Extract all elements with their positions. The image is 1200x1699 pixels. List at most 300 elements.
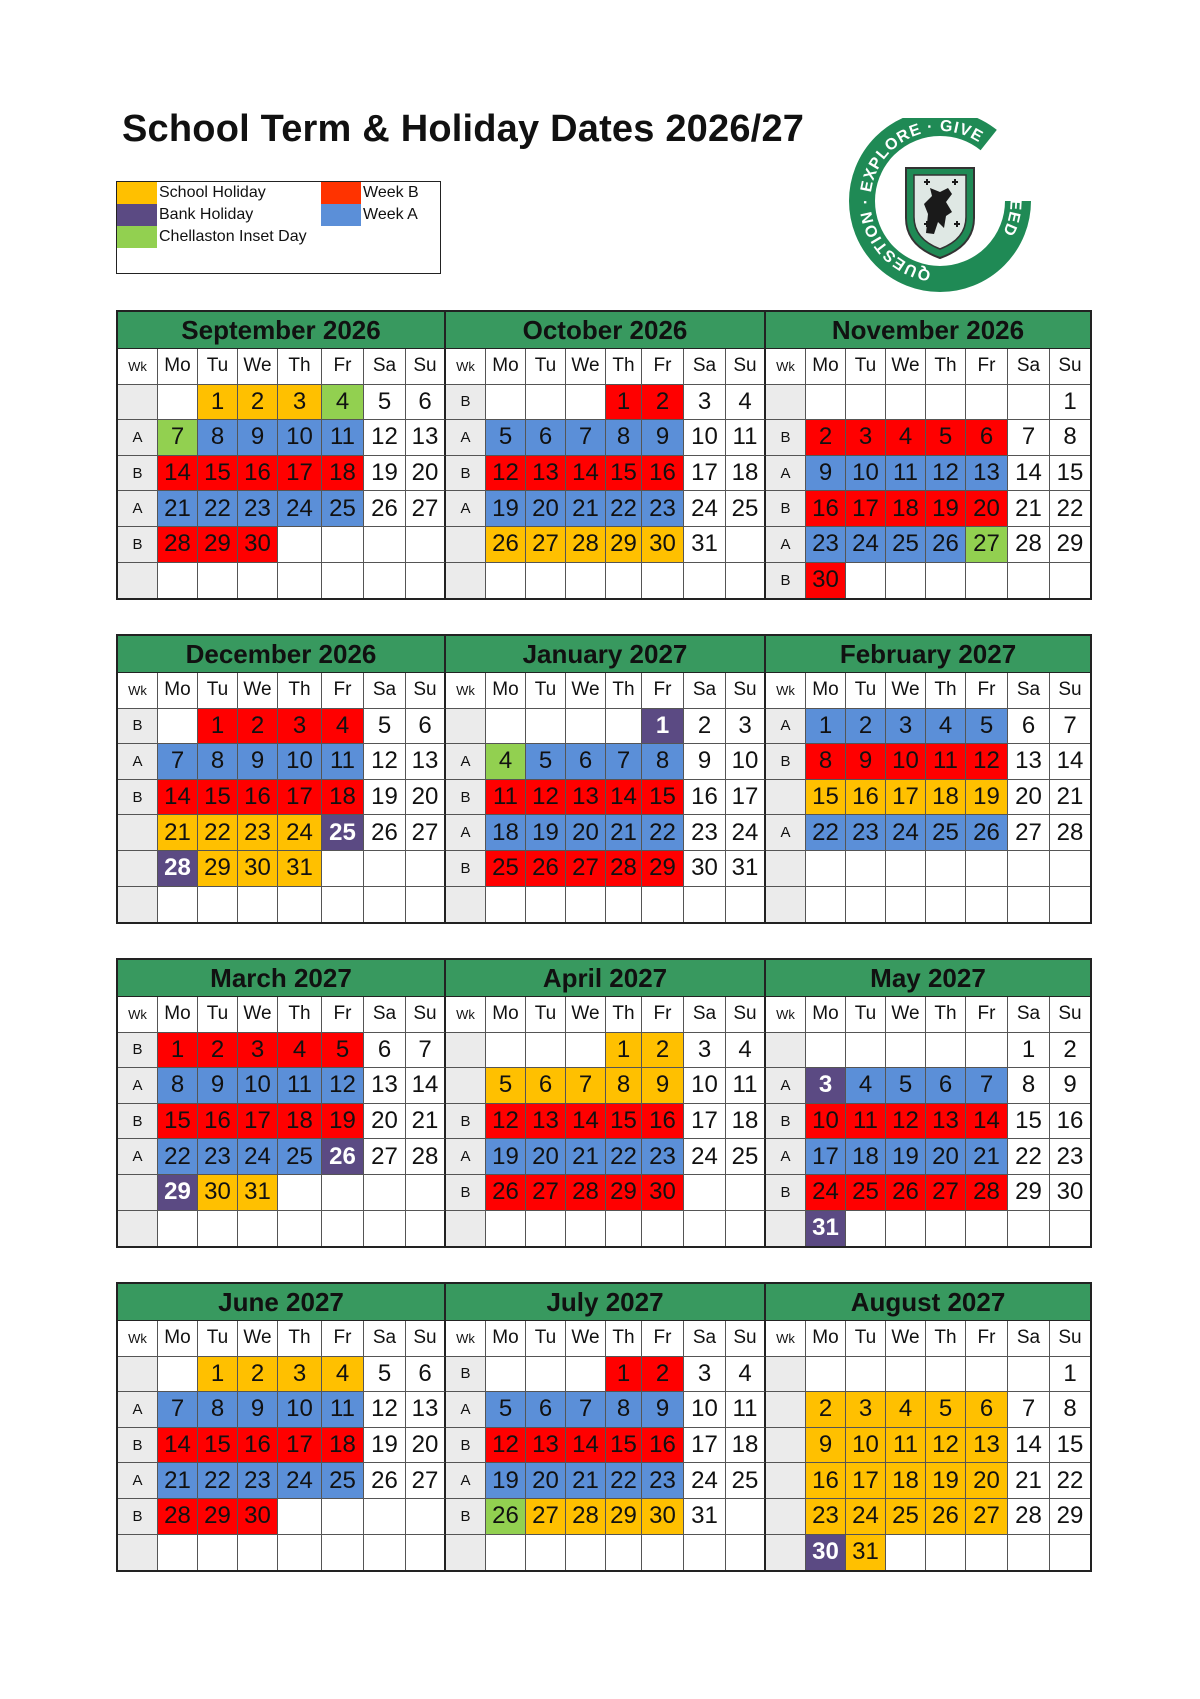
- day-header: Fr: [966, 673, 1008, 709]
- day-cell: 26: [322, 1139, 364, 1175]
- empty-cell: [406, 851, 446, 887]
- day-cell: 3: [846, 1392, 886, 1428]
- day-cell: 9: [806, 456, 846, 492]
- empty-cell: [406, 1175, 446, 1211]
- week-label: [118, 1357, 158, 1393]
- day-cell: 8: [606, 1392, 642, 1428]
- day-cell: 26: [486, 1499, 526, 1535]
- day-cell: 8: [198, 420, 238, 456]
- empty-cell: [364, 1499, 406, 1535]
- empty-cell: [846, 1033, 886, 1069]
- day-cell: 27: [1008, 815, 1050, 851]
- day-cell: 4: [486, 744, 526, 780]
- day-cell: 13: [406, 1392, 446, 1428]
- day-cell: 31: [278, 851, 322, 887]
- day-cell: 28: [1050, 815, 1090, 851]
- day-header: Fr: [322, 673, 364, 709]
- day-cell: 18: [726, 1428, 766, 1464]
- month-header-row: [118, 1284, 1090, 1321]
- week-col-header: Wk: [766, 997, 806, 1033]
- day-cell: 29: [642, 851, 684, 887]
- day-cell: 22: [1050, 1463, 1090, 1499]
- day-cell: 6: [526, 420, 566, 456]
- day-header: Su: [726, 349, 766, 385]
- week-label: [766, 1428, 806, 1464]
- day-cell: 19: [322, 1104, 364, 1140]
- empty-cell: [526, 1211, 566, 1247]
- day-cell: 23: [642, 1139, 684, 1175]
- day-header: Su: [406, 1321, 446, 1357]
- day-cell: 17: [886, 780, 926, 816]
- day-cell: 1: [606, 385, 642, 421]
- day-cell: 20: [526, 1139, 566, 1175]
- day-cell: 15: [606, 1428, 642, 1464]
- day-cell: 18: [322, 780, 364, 816]
- empty-cell: [238, 1535, 278, 1571]
- day-header: Th: [926, 997, 966, 1033]
- month-header-row: [118, 636, 1090, 673]
- week-label: B: [446, 1104, 486, 1140]
- day-header: Sa: [364, 349, 406, 385]
- empty-cell: [726, 887, 766, 923]
- week-label: B: [118, 456, 158, 492]
- day-header: Tu: [526, 997, 566, 1033]
- day-header: Th: [278, 673, 322, 709]
- day-cell: 7: [606, 744, 642, 780]
- day-cell: 1: [642, 709, 684, 745]
- day-cell: 10: [684, 1068, 726, 1104]
- day-cell: 3: [278, 385, 322, 421]
- week-label: B: [766, 491, 806, 527]
- empty-cell: [406, 1535, 446, 1571]
- day-cell: 27: [406, 491, 446, 527]
- week-col-header: Wk: [446, 673, 486, 709]
- week-col-header: Wk: [118, 1321, 158, 1357]
- empty-cell: [846, 1211, 886, 1247]
- day-cell: 29: [606, 527, 642, 563]
- day-header: Mo: [806, 673, 846, 709]
- week-label: [118, 385, 158, 421]
- week-label: B: [118, 780, 158, 816]
- empty-cell: [1008, 887, 1050, 923]
- day-cell: 9: [238, 420, 278, 456]
- day-cell: 19: [486, 491, 526, 527]
- day-cell: 5: [486, 420, 526, 456]
- day-cell: 16: [198, 1104, 238, 1140]
- day-cell: 28: [566, 1499, 606, 1535]
- empty-cell: [642, 1211, 684, 1247]
- week-label: A: [118, 491, 158, 527]
- day-cell: 6: [526, 1068, 566, 1104]
- empty-cell: [526, 385, 566, 421]
- day-cell: 7: [1008, 420, 1050, 456]
- empty-cell: [846, 563, 886, 599]
- empty-cell: [886, 385, 926, 421]
- empty-cell: [926, 1211, 966, 1247]
- day-cell: 8: [198, 1392, 238, 1428]
- day-header: Sa: [364, 1321, 406, 1357]
- day-cell: 6: [406, 709, 446, 745]
- empty-cell: [726, 1499, 766, 1535]
- empty-cell: [526, 709, 566, 745]
- empty-cell: [886, 1535, 926, 1571]
- day-cell: 10: [278, 420, 322, 456]
- empty-cell: [886, 1357, 926, 1393]
- empty-cell: [684, 1535, 726, 1571]
- week-label: B: [766, 1175, 806, 1211]
- empty-cell: [966, 851, 1008, 887]
- empty-cell: [606, 887, 642, 923]
- day-cell: 17: [684, 1104, 726, 1140]
- day-cell: 5: [966, 709, 1008, 745]
- empty-cell: [486, 1357, 526, 1393]
- day-cell: 27: [966, 527, 1008, 563]
- day-cell: 10: [684, 1392, 726, 1428]
- day-cell: 16: [846, 780, 886, 816]
- empty-cell: [158, 563, 198, 599]
- day-cell: 8: [606, 1068, 642, 1104]
- logo-motto: QUESTION · EXPLORE · GIVE · SUCCEED: [857, 118, 1024, 284]
- day-cell: 26: [926, 527, 966, 563]
- week-label: [118, 887, 158, 923]
- day-header: Fr: [642, 997, 684, 1033]
- day-cell: 17: [726, 780, 766, 816]
- week-label: A: [446, 491, 486, 527]
- day-cell: 20: [406, 1428, 446, 1464]
- week-a-swatch: [321, 204, 361, 226]
- day-cell: 21: [406, 1104, 446, 1140]
- day-header: Tu: [846, 1321, 886, 1357]
- week-col-header: Wk: [118, 349, 158, 385]
- week-label: A: [118, 1139, 158, 1175]
- day-cell: 16: [238, 456, 278, 492]
- day-cell: 8: [158, 1068, 198, 1104]
- empty-cell: [926, 385, 966, 421]
- day-cell: 25: [886, 527, 926, 563]
- week-label: B: [446, 385, 486, 421]
- day-header: Tu: [526, 673, 566, 709]
- empty-cell: [1008, 1535, 1050, 1571]
- day-header: Sa: [364, 673, 406, 709]
- calendar-row-3: [116, 958, 1092, 1248]
- day-header: Su: [406, 997, 446, 1033]
- empty-cell: [486, 563, 526, 599]
- day-cell: 14: [1050, 744, 1090, 780]
- day-cell: 21: [606, 815, 642, 851]
- day-cell: 18: [726, 456, 766, 492]
- day-cell: 9: [238, 1392, 278, 1428]
- day-cell: 25: [926, 815, 966, 851]
- day-cell: 9: [642, 420, 684, 456]
- day-cell: 17: [806, 1139, 846, 1175]
- day-cell: 4: [322, 1357, 364, 1393]
- calendar-row-1: [116, 310, 1092, 600]
- legend-label: Chellaston Inset Day: [159, 228, 307, 245]
- day-cell: 24: [278, 491, 322, 527]
- empty-cell: [158, 1357, 198, 1393]
- legend-item-inset-day: [117, 226, 307, 248]
- empty-cell: [322, 1211, 364, 1247]
- empty-cell: [966, 1211, 1008, 1247]
- day-cell: 11: [926, 744, 966, 780]
- month-title: May 2027: [870, 962, 986, 993]
- empty-cell: [806, 385, 846, 421]
- day-cell: 8: [198, 744, 238, 780]
- week-label: B: [446, 1175, 486, 1211]
- day-header: Su: [726, 673, 766, 709]
- day-cell: 11: [726, 1392, 766, 1428]
- day-cell: 15: [1050, 456, 1090, 492]
- day-cell: 7: [1008, 1392, 1050, 1428]
- day-cell: 17: [238, 1104, 278, 1140]
- day-cell: 10: [846, 1428, 886, 1464]
- day-cell: 25: [726, 491, 766, 527]
- empty-cell: [364, 1535, 406, 1571]
- day-cell: 10: [726, 744, 766, 780]
- day-cell: 10: [278, 1392, 322, 1428]
- week-label: A: [446, 420, 486, 456]
- day-cell: 3: [846, 420, 886, 456]
- week-label: B: [766, 420, 806, 456]
- empty-cell: [886, 851, 926, 887]
- day-cell: 18: [846, 1139, 886, 1175]
- day-cell: 24: [278, 1463, 322, 1499]
- day-header: Fr: [642, 673, 684, 709]
- day-header: We: [886, 997, 926, 1033]
- week-label: A: [766, 815, 806, 851]
- day-cell: 24: [238, 1139, 278, 1175]
- week-label: [118, 1535, 158, 1571]
- day-cell: 5: [486, 1392, 526, 1428]
- day-header: Fr: [322, 1321, 364, 1357]
- day-cell: 3: [278, 1357, 322, 1393]
- day-cell: 20: [966, 1463, 1008, 1499]
- week-label: [766, 1211, 806, 1247]
- day-cell: 21: [1008, 1463, 1050, 1499]
- day-cell: 11: [726, 420, 766, 456]
- day-header: Su: [1050, 673, 1090, 709]
- day-cell: 13: [1008, 744, 1050, 780]
- day-cell: 23: [198, 1139, 238, 1175]
- day-cell: 2: [238, 1357, 278, 1393]
- day-cell: 7: [966, 1068, 1008, 1104]
- day-cell: 28: [966, 1175, 1008, 1211]
- day-cell: 16: [642, 1428, 684, 1464]
- day-cell: 7: [158, 744, 198, 780]
- week-label: B: [118, 1033, 158, 1069]
- day-cell: 1: [1008, 1033, 1050, 1069]
- day-cell: 28: [158, 851, 198, 887]
- day-cell: 17: [684, 1428, 726, 1464]
- week-label: [118, 1175, 158, 1211]
- empty-cell: [406, 1499, 446, 1535]
- day-cell: 31: [806, 1211, 846, 1247]
- week-label: B: [118, 1499, 158, 1535]
- day-header: Su: [1050, 997, 1090, 1033]
- day-cell: 4: [926, 709, 966, 745]
- day-cell: 30: [238, 1499, 278, 1535]
- day-cell: 16: [238, 1428, 278, 1464]
- day-cell: 19: [926, 1463, 966, 1499]
- day-header: Fr: [642, 1321, 684, 1357]
- day-header: Mo: [158, 1321, 198, 1357]
- day-cell: 24: [684, 491, 726, 527]
- day-cell: 15: [1050, 1428, 1090, 1464]
- day-cell: 7: [158, 420, 198, 456]
- empty-cell: [966, 1033, 1008, 1069]
- week-label: [766, 1357, 806, 1393]
- week-label: B: [118, 527, 158, 563]
- empty-cell: [1050, 1535, 1090, 1571]
- day-cell: 22: [198, 491, 238, 527]
- empty-cell: [886, 1033, 926, 1069]
- day-cell: 3: [684, 1357, 726, 1393]
- day-cell: 15: [158, 1104, 198, 1140]
- day-cell: 22: [1008, 1139, 1050, 1175]
- week-label: [766, 887, 806, 923]
- day-cell: 4: [886, 420, 926, 456]
- day-cell: 13: [966, 456, 1008, 492]
- day-cell: 14: [406, 1068, 446, 1104]
- day-header: Tu: [526, 1321, 566, 1357]
- empty-cell: [158, 1211, 198, 1247]
- day-cell: 9: [806, 1428, 846, 1464]
- day-cell: 27: [966, 1499, 1008, 1535]
- day-cell: 22: [606, 491, 642, 527]
- day-cell: 28: [158, 527, 198, 563]
- day-cell: 6: [1008, 709, 1050, 745]
- week-col-header: Wk: [446, 349, 486, 385]
- week-label: A: [118, 420, 158, 456]
- day-header: Su: [1050, 349, 1090, 385]
- empty-cell: [486, 385, 526, 421]
- day-cell: 9: [642, 1068, 684, 1104]
- day-cell: 14: [158, 456, 198, 492]
- day-cell: 13: [526, 1104, 566, 1140]
- week-label: A: [766, 456, 806, 492]
- empty-cell: [364, 887, 406, 923]
- empty-cell: [1050, 851, 1090, 887]
- week-label: A: [118, 1463, 158, 1499]
- day-cell: 2: [642, 1357, 684, 1393]
- day-header: Mo: [486, 349, 526, 385]
- day-cell: 9: [198, 1068, 238, 1104]
- day-cell: 28: [566, 527, 606, 563]
- empty-cell: [846, 385, 886, 421]
- day-cell: 8: [806, 744, 846, 780]
- week-label: B: [766, 744, 806, 780]
- day-cell: 25: [846, 1175, 886, 1211]
- empty-cell: [1008, 851, 1050, 887]
- day-cell: 15: [198, 1428, 238, 1464]
- day-cell: 11: [886, 456, 926, 492]
- legend-label: Week A: [363, 206, 418, 223]
- day-cell: 12: [886, 1104, 926, 1140]
- empty-cell: [364, 563, 406, 599]
- empty-cell: [684, 563, 726, 599]
- empty-cell: [1008, 385, 1050, 421]
- day-cell: 29: [606, 1499, 642, 1535]
- day-cell: 29: [1050, 527, 1090, 563]
- week-label: B: [446, 456, 486, 492]
- day-cell: 30: [806, 563, 846, 599]
- day-cell: 15: [606, 1104, 642, 1140]
- empty-cell: [806, 851, 846, 887]
- day-header: Mo: [806, 997, 846, 1033]
- week-label: [766, 1392, 806, 1428]
- legend-item-week-a: [321, 204, 418, 226]
- day-cell: 16: [684, 780, 726, 816]
- month-title: September 2026: [118, 312, 446, 348]
- week-label: B: [446, 1428, 486, 1464]
- month-title: March 2027: [118, 960, 446, 996]
- day-cell: 13: [566, 780, 606, 816]
- empty-cell: [322, 527, 364, 563]
- day-header: Sa: [1008, 997, 1050, 1033]
- empty-cell: [726, 563, 766, 599]
- empty-cell: [886, 1211, 926, 1247]
- empty-cell: [278, 527, 322, 563]
- day-cell: 1: [198, 1357, 238, 1393]
- day-cell: 24: [726, 815, 766, 851]
- day-cell: 19: [486, 1463, 526, 1499]
- day-cell: 17: [278, 780, 322, 816]
- day-cell: 3: [886, 709, 926, 745]
- day-header: We: [238, 1321, 278, 1357]
- day-header: Sa: [684, 1321, 726, 1357]
- day-cell: 5: [322, 1033, 364, 1069]
- day-cell: 12: [364, 1392, 406, 1428]
- day-cell: 11: [726, 1068, 766, 1104]
- day-cell: 5: [364, 1357, 406, 1393]
- day-cell: 27: [406, 1463, 446, 1499]
- day-cell: 6: [406, 1357, 446, 1393]
- day-cell: 18: [886, 491, 926, 527]
- day-cell: 11: [322, 744, 364, 780]
- day-header: Fr: [322, 349, 364, 385]
- day-cell: 5: [364, 385, 406, 421]
- week-label: B: [446, 1357, 486, 1393]
- day-cell: 6: [526, 1392, 566, 1428]
- school-holiday-swatch: [117, 182, 157, 204]
- day-cell: 23: [846, 815, 886, 851]
- day-cell: 28: [406, 1139, 446, 1175]
- day-cell: 2: [1050, 1033, 1090, 1069]
- day-header: Su: [726, 997, 766, 1033]
- day-cell: 12: [364, 744, 406, 780]
- day-header: Th: [926, 349, 966, 385]
- legend-item-school-holiday: [117, 182, 266, 204]
- day-cell: 7: [406, 1033, 446, 1069]
- day-cell: 30: [238, 527, 278, 563]
- day-cell: 6: [926, 1068, 966, 1104]
- day-cell: 8: [606, 420, 642, 456]
- day-cell: 20: [1008, 780, 1050, 816]
- day-cell: 30: [684, 851, 726, 887]
- day-cell: 31: [684, 1499, 726, 1535]
- day-cell: 20: [406, 456, 446, 492]
- day-cell: 9: [642, 1392, 684, 1428]
- day-cell: 23: [238, 1463, 278, 1499]
- week-label: [118, 815, 158, 851]
- week-col-header: Wk: [766, 1321, 806, 1357]
- day-header: Sa: [364, 997, 406, 1033]
- day-cell: 30: [806, 1535, 846, 1571]
- day-cell: 29: [198, 527, 238, 563]
- empty-cell: [486, 1033, 526, 1069]
- week-label: A: [766, 1068, 806, 1104]
- week-col-header: Wk: [766, 349, 806, 385]
